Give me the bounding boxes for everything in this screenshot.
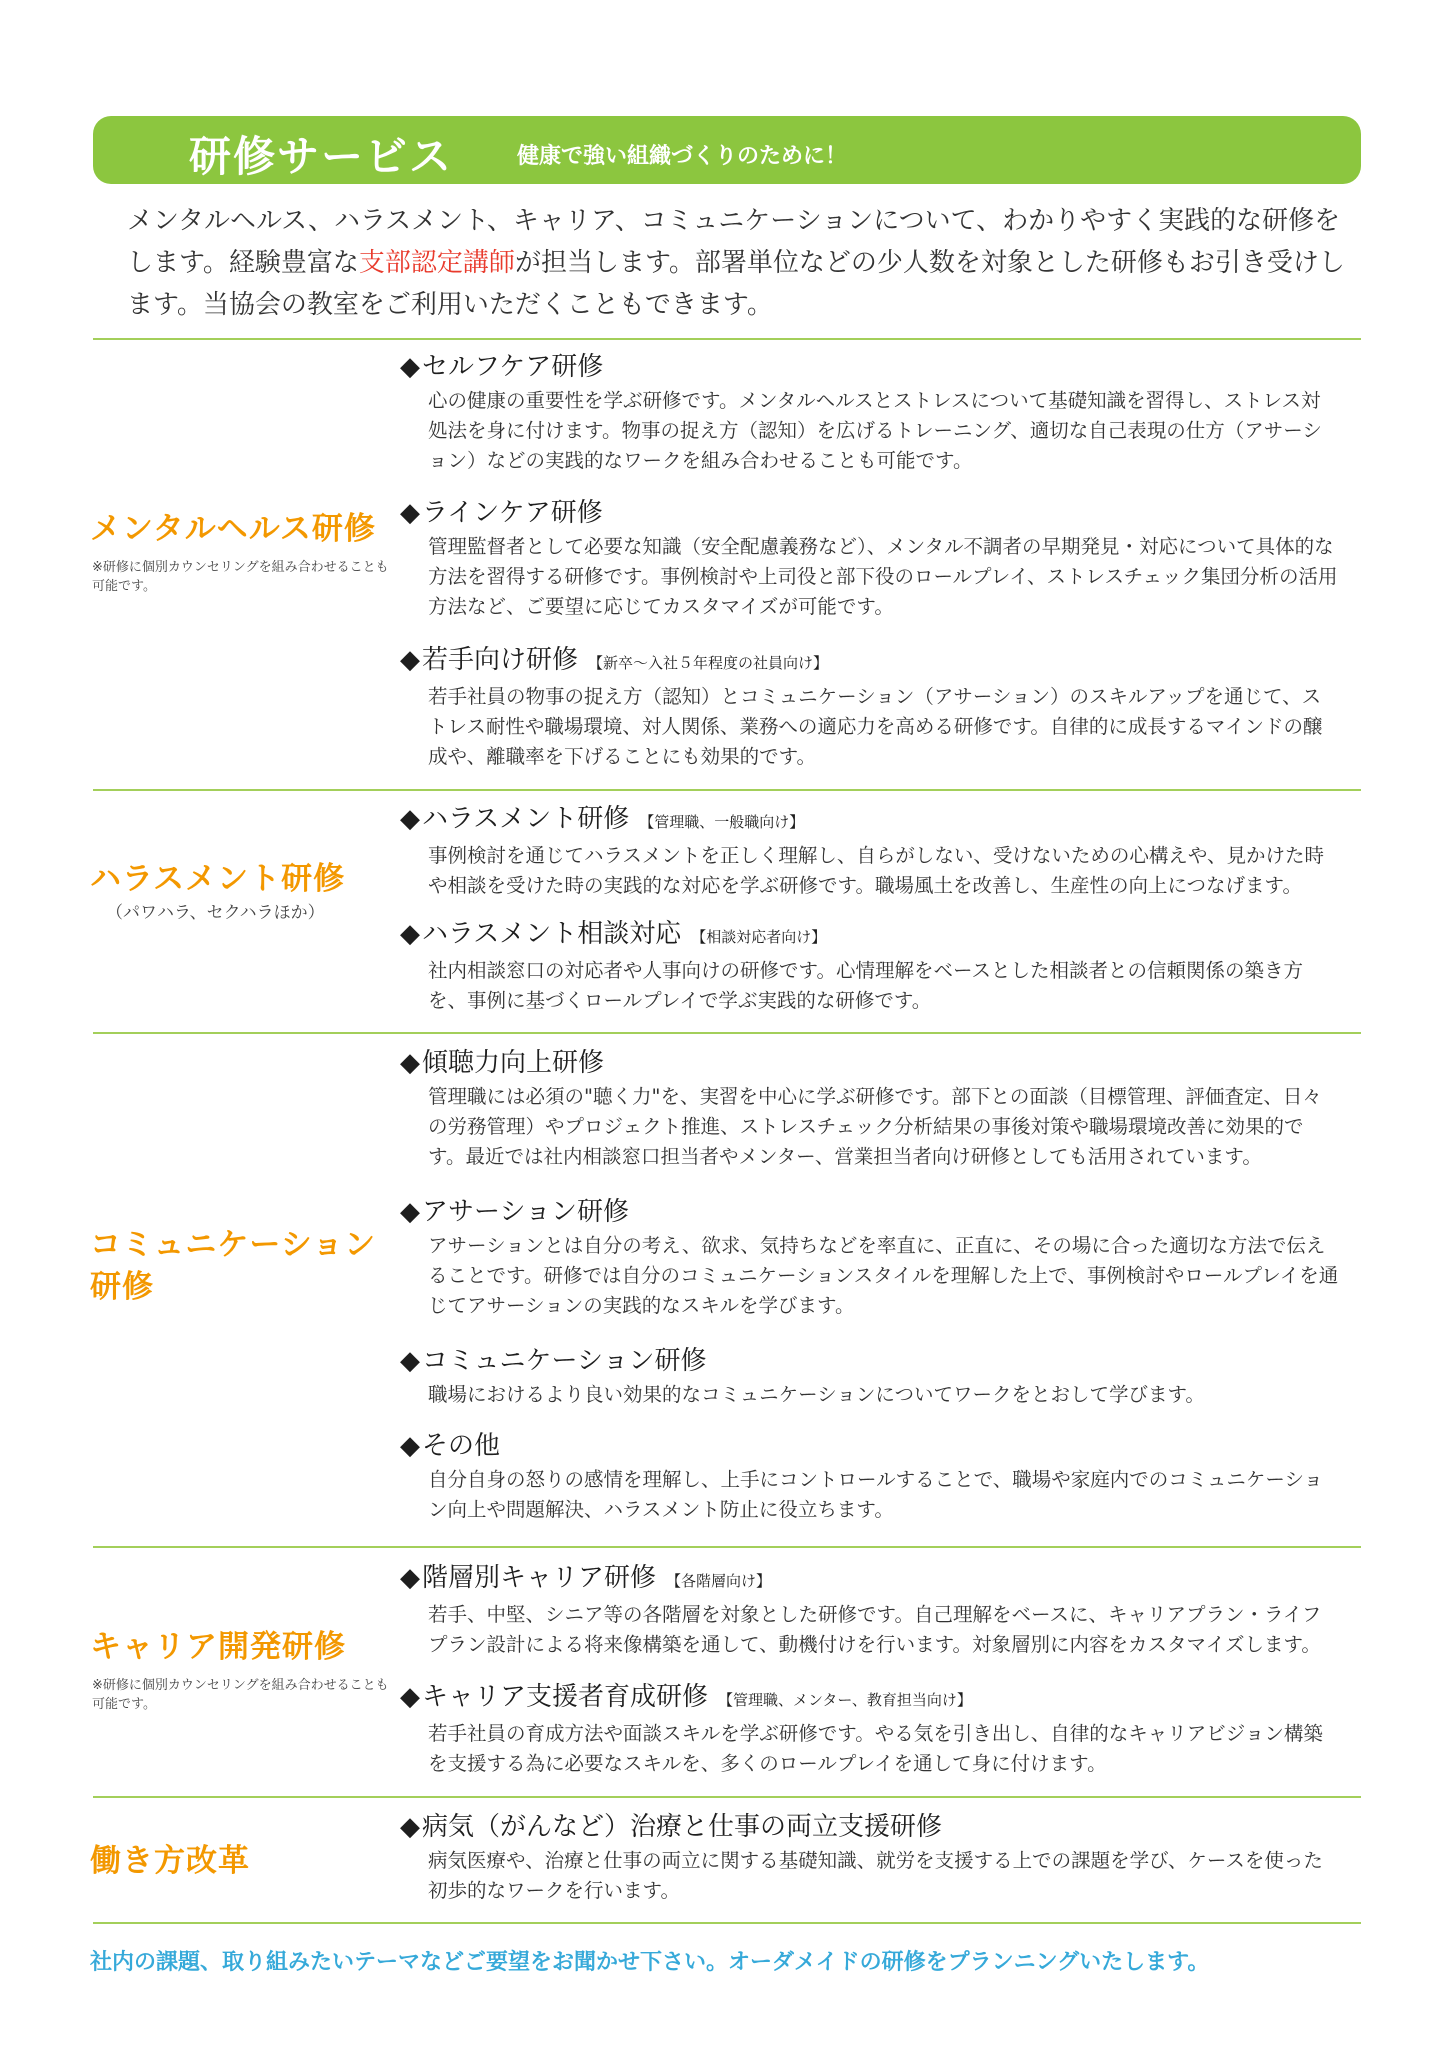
diamond-bullet-icon: ◆ [400, 1048, 420, 1078]
course-target-tag: 【各階層向け】 [666, 1572, 772, 1590]
section-divider [93, 1796, 1361, 1798]
course-assertion [400, 1195, 1340, 1321]
diamond-bullet-icon: ◆ [400, 804, 420, 834]
diamond-bullet-icon: ◆ [400, 352, 420, 382]
footer-message: 社内の課題、取り組みたいテーマなどご要望をお聞かせ下さい。オーダメイドの研修をプランニングいたします。 [90, 1950, 1210, 1975]
category-note: （パワハラ、セクハラほか） [106, 903, 325, 923]
category-title: コミュニケーション研修 [90, 1227, 377, 1305]
course-title: ◆傾聴力向上研修 [400, 1048, 605, 1078]
course-target-tag: 【管理職、メンター、教育担当向け】 [718, 1691, 972, 1709]
intro-text-1: メンタルヘルス、ハラスメント、キャリア、コミュニケーションについて、わかりやすく実践的な研修をします。経験豊富な [127, 206, 1341, 278]
category-note: ※研修に個別カウンセリングを組み合わせることも可能です。 [92, 560, 389, 594]
course-harassment [400, 802, 1340, 901]
course-illness-work-balance [400, 1810, 1340, 1906]
course-target-tag: 【相談対応者向け】 [691, 928, 827, 946]
course-communication [400, 1344, 1340, 1410]
intro-highlight: 支部認定講師 [358, 248, 515, 278]
section-divider [93, 1546, 1361, 1548]
course-description: 自分自身の怒りの感情を理解し、上手にコントロールすることで、職場や家庭内でのコミュニケーション向上や問題解決、ハラスメント防止に役立ちます。 [428, 1468, 1324, 1521]
course-title: ◆ラインケア研修 [400, 498, 603, 528]
course-description: 心の健康の重要性を学ぶ研修です。メンタルヘルスとストレスについて基礎知識を習得し、ストレス対処法を身に付けます。物事の捉え方（認知）を広げるトレーニング、適切な自己表現の仕方（アサーション）などの実践的なワークを組み合わせることも可能です。 [428, 389, 1322, 472]
category-communication [90, 1224, 390, 1308]
diamond-bullet-icon: ◆ [400, 919, 420, 949]
course-target-tag: 【新卒～入社５年程度の社員向け】 [588, 654, 829, 672]
section-divider [93, 1922, 1361, 1924]
course-description: 社内相談窓口の対応者や人事向けの研修です。心情理解をベースとした相談者との信頼関係の築き方を、事例に基づくロールプレイで学ぶ実践的な研修です。 [428, 959, 1303, 1012]
diamond-bullet-icon: ◆ [400, 1563, 420, 1593]
course-title: ◆ハラスメント研修 【管理職、一般職向け】 [400, 804, 805, 834]
section-divider [93, 1032, 1361, 1034]
course-career-supporter [400, 1680, 1340, 1779]
category-work-style-reform [90, 1840, 390, 1882]
course-title: ◆アサーション研修 [400, 1197, 629, 1227]
category-career [90, 1626, 390, 1714]
page-title: 研修サービス [189, 132, 454, 181]
diamond-bullet-icon: ◆ [400, 645, 420, 675]
category-title: ハラスメント研修 [90, 861, 346, 897]
course-title: ◆セルフケア研修 [400, 352, 604, 382]
course-title: ◆ハラスメント相談対応 【相談対応者向け】 [400, 919, 827, 949]
diamond-bullet-icon: ◆ [400, 1346, 420, 1376]
course-description: 職場におけるより良い効果的なコミュニケーションについてワークをとおして学びます。 [428, 1383, 1205, 1406]
diamond-bullet-icon: ◆ [400, 1682, 420, 1712]
intro-text-2: が担当します。部署単位などの少人数を対象とした研修もお引き受けします。当協会の教室をご利用いただくこともできます。 [127, 248, 1345, 320]
category-harassment [90, 858, 390, 923]
course-description: 管理監督者として必要な知識（安全配慮義務など）、メンタル不調者の早期発見・対応について具体的な方法を習得する研修です。事例検討や上司役と部下役のロールプレイ、ストレスチェック集団分析の活用方法など、ご要望に応じてカスタマイズが可能です。 [428, 535, 1338, 618]
course-career-by-level [400, 1561, 1340, 1660]
course-self-care [400, 350, 1340, 476]
category-mental-health [90, 508, 390, 596]
diamond-bullet-icon: ◆ [400, 1431, 420, 1461]
course-other [400, 1429, 1340, 1525]
course-title: ◆コミュニケーション研修 [400, 1346, 707, 1376]
header-bar [93, 116, 1361, 184]
course-target-tag: 【管理職、一般職向け】 [639, 813, 805, 831]
course-description: 若手社員の物事の捉え方（認知）とコミュニケーション（アサーション）のスキルアップを通じて、ストレス耐性や職場環境、対人関係、業務への適応力を高める研修です。自律的に成長するマインドの醸成や、離職率を下げることにも効果的です。 [428, 685, 1323, 768]
course-young-staff [400, 643, 1340, 772]
course-title: ◆階層別キャリア研修 【各階層向け】 [400, 1563, 772, 1593]
section-divider [93, 789, 1361, 791]
course-title: ◆その他 [400, 1431, 501, 1461]
page-subtitle: 健康で強い組織づくりのために！ [517, 144, 848, 169]
diamond-bullet-icon: ◆ [400, 498, 420, 528]
course-description: アサーションとは自分の考え、欲求、気持ちなどを率直に、正直に、その場に合った適切な方法で伝えることです。研修では自分のコミュニケーションスタイルを理解した上で、事例検討やロールプレイを通じてアサーションの実践的なスキルを学びます。 [428, 1234, 1339, 1317]
category-note: ※研修に個別カウンセリングを組み合わせることも可能です。 [92, 1678, 389, 1712]
course-description: 事例検討を通じてハラスメントを正しく理解し、自らがしない、受けないための心構えや、見かけた時や相談を受けた時の実践的な対応を学ぶ研修です。職場風土を改善し、生産性の向上につなげます。 [428, 844, 1325, 897]
course-line-care [400, 496, 1340, 622]
course-listening [400, 1046, 1340, 1172]
course-description: 若手、中堅、シニア等の各階層を対象とした研修です。自己理解をベースに、キャリアプラン・ライフプラン設計による将来像構築を通して、動機付けを行います。対象層別に内容をカスタマイズします。 [428, 1603, 1322, 1656]
category-title: キャリア開発研修 [90, 1629, 346, 1665]
course-title: ◆病気（がんなど）治療と仕事の両立支援研修 [400, 1812, 943, 1842]
course-title: ◆キャリア支援者育成研修 【管理職、メンター、教育担当向け】 [400, 1682, 972, 1712]
course-description: 病気医療や、治療と仕事の両立に関する基礎知識、就労を支援する上での課題を学び、ケースを使った初歩的なワークを行います。 [428, 1849, 1323, 1902]
category-title: メンタルヘルス研修 [90, 511, 376, 547]
course-harassment-consultation [400, 917, 1340, 1016]
intro-paragraph [127, 200, 1347, 326]
course-title: ◆若手向け研修 【新卒～入社５年程度の社員向け】 [400, 645, 829, 675]
course-description: 若手社員の育成方法や面談スキルを学ぶ研修です。やる気を引き出し、自律的なキャリアビジョン構築を支援する為に必要なスキルを、多くのロールプレイを通して身に付けます。 [428, 1722, 1323, 1775]
category-title: 働き方改革 [90, 1843, 250, 1879]
section-divider [93, 338, 1361, 340]
diamond-bullet-icon: ◆ [400, 1197, 420, 1227]
diamond-bullet-icon: ◆ [400, 1812, 420, 1842]
course-description: 管理職には必須の"聴く力"を、実習を中心に学ぶ研修です。部下との面談（目標管理、評価査定、日々の労務管理）やプロジェクト推進、ストレスチェック分析結果の事後対策や職場環境改善に効果的です。最近では社内相談窓口担当者やメンター、営業担当者向け研修としても活用されています。 [428, 1085, 1322, 1168]
